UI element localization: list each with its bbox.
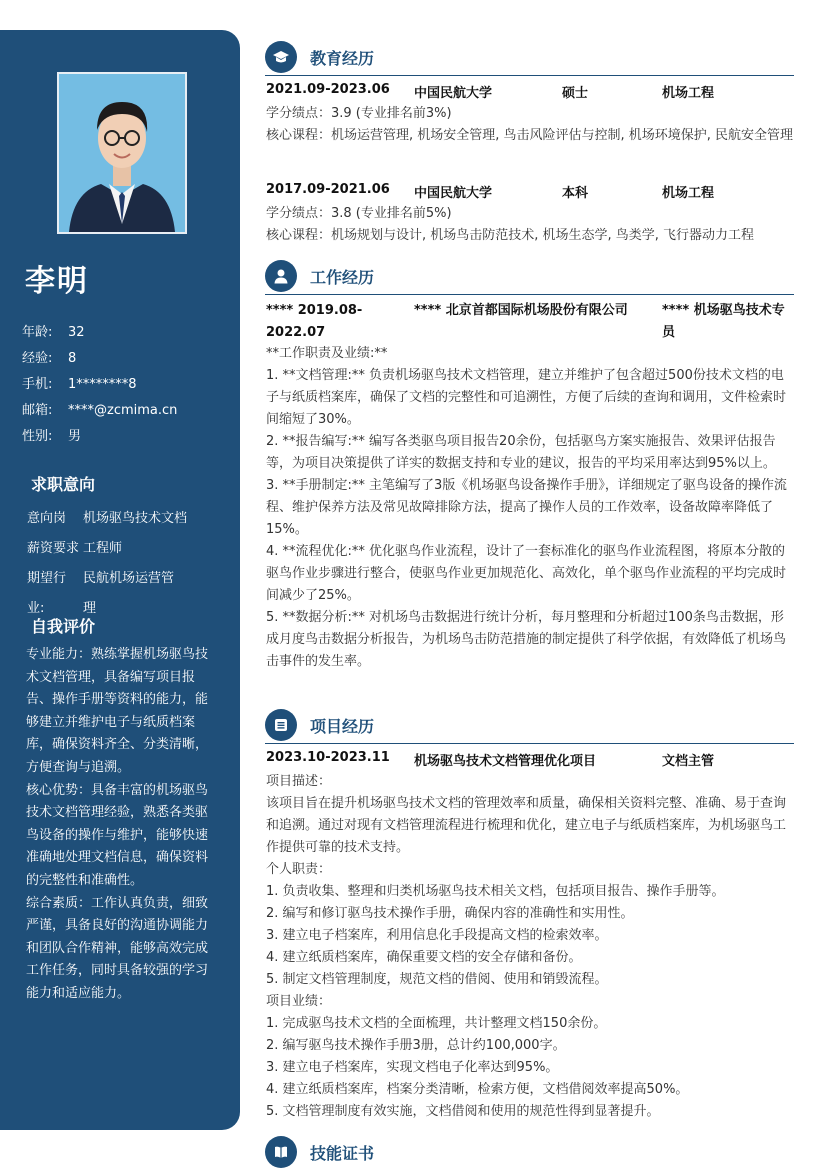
entry-date: 2017.09-2021.06: [266, 182, 390, 197]
entry-degree: 本科: [562, 186, 589, 201]
entry-line: 1. **文档管理:** 负责机场驱鸟技术文档管理，建立并维护了包含超过500份技术文档的电子与纸质档案库，确保了文档的完整性和可追溯性，方便了后续的查询和调用，文件检索时间缩短了30%。: [266, 368, 787, 427]
entry-line: 2. **报告编写:** 编写各类驱鸟项目报告20余份，包括驱鸟方案实施报告、效果评估报告等，为项目决策提供了详实的数据支持和专业的建议，报告的平均采用率达到95%以上。: [266, 434, 776, 471]
entry-line: 4. **流程优化:** 优化驱鸟作业流程，设计了一套标准化的驱鸟作业流程图，将原本分散的驱鸟作业步骤进行整合，使驱鸟作业更加规范化、高效化，单个驱鸟作业流程的平均完成时间减少了25%。: [266, 544, 787, 603]
entry-line: 5. **数据分析:** 对机场鸟击数据进行统计分析，每月整理和分析超过100条鸟击数据，形成月度鸟击数据分析报告，为机场鸟击防范措施的制定提供了科学依据，有效降低了机场鸟击事件的发生率。: [266, 610, 787, 669]
entry-major: 机场工程: [662, 86, 715, 101]
entry-line: **工作职责及业绩:**: [266, 346, 388, 361]
graduation-cap-icon: [265, 41, 297, 73]
portrait-image: [59, 74, 185, 232]
intent-row: 意向岗 机场驱鸟技术文档: [27, 511, 188, 526]
entry-line: 5. 制定文档管理制度，规范文档的借阅、使用和销毁流程。: [266, 972, 608, 987]
entry-line: 1. 负责收集、整理和归类机场驱鸟技术相关文档，包括项目报告、操作手册等。: [266, 884, 725, 899]
entry-date: **** 2019.08-2022.07: [266, 303, 363, 340]
info-email: 邮箱: ****@zcmima.cn: [22, 403, 178, 418]
entry-company: **** 北京首都国际机场股份有限公司: [414, 303, 628, 318]
work-header: [265, 260, 794, 295]
profile-photo: [57, 72, 187, 234]
self-evaluation-title: 自我评价: [31, 617, 96, 636]
entry-line: 3. **手册制定:** 主笔编写了3版《机场驱鸟设备操作手册》，详细规定了驱鸟设备的操作流程、维护保养方法及常见故障排除方法，提高了操作人员的工作效率，设备故障率降低了15%。: [266, 478, 787, 537]
entry-major: 机场工程: [662, 186, 715, 201]
self-paragraph: 综合素质：工作认真负责，细致严谨，具备良好的沟通协调能力和团队合作精神，能够高效完成工作任务，同时具备较强的学习能力和适应能力。: [26, 895, 209, 1001]
entry-line: 核心课程：机场运营管理, 机场安全管理, 鸟击风险评估与控制, 机场环境保护, 民航安全管理: [266, 128, 794, 143]
section-title: 技能证书: [310, 1144, 375, 1163]
info-experience: 经验: 8: [22, 351, 77, 366]
info-age: 年龄: 32: [22, 325, 85, 340]
intent-row: 业: 理: [27, 601, 97, 616]
project-entry-body: [266, 771, 796, 1123]
intent-row: 期望行 民航机场运营管: [27, 571, 175, 586]
entry-date: 2021.09-2023.06: [266, 82, 390, 97]
basic-info: [22, 320, 177, 450]
education-entry-body: [266, 203, 796, 247]
list-icon: [265, 709, 297, 741]
education-header: [265, 41, 794, 76]
entry-school: 中国民航大学: [414, 86, 493, 101]
entry-line: 学分绩点：3.8 (专业排名前5%): [266, 206, 452, 221]
education-entry-body: [266, 103, 796, 147]
book-icon: [265, 1136, 297, 1168]
sidebar: [0, 30, 240, 1130]
entry-line: 5. 文档管理制度有效实施，文档借阅和使用的规范性得到显著提升。: [266, 1104, 660, 1119]
self-paragraph: 核心优势：具备丰富的机场驱鸟技术文档管理经验，熟悉各类驱鸟设备的操作与维护，能够快速准确地处理文档信息，确保资料的完整性和准确性。: [26, 782, 209, 888]
info-gender: 性别: 男: [22, 429, 82, 444]
work-entry-body: [266, 343, 796, 673]
project-header: [265, 709, 794, 744]
entry-line: 3. 建立电子档案库，利用信息化手段提高文档的检索效率。: [266, 928, 608, 943]
entry-line: 2. 编写和修订驱鸟技术操作手册，确保内容的准确性和实用性。: [266, 906, 634, 921]
entry-role: **** 机场驱鸟技术专员: [662, 303, 785, 340]
entry-line: 核心课程：机场规划与设计, 机场鸟击防范技术, 机场生态学, 鸟类学, 飞行器动力工程: [266, 228, 755, 243]
entry-line: 项目描述：: [266, 774, 332, 789]
section-title: 教育经历: [310, 49, 375, 68]
entry-line: 项目业绩：: [266, 994, 332, 1009]
entry-line: 4. 建立纸质档案库，确保重要文档的安全存储和备份。: [266, 950, 582, 965]
job-intent: [27, 504, 227, 624]
person-icon: [265, 260, 297, 292]
entry-project-name: 机场驱鸟技术文档管理优化项目: [414, 754, 597, 769]
intent-title: 求职意向: [31, 475, 96, 494]
self-paragraph: 专业能力：熟练掌握机场驱鸟技术文档管理，具备编写项目报告、操作手册等资料的能力，能够建立并维护电子与纸质档案库，确保资料齐全、分类清晰，方便查询与追溯。: [26, 647, 209, 775]
section-title: 工作经历: [310, 268, 375, 287]
section-title: 项目经历: [310, 717, 375, 736]
entry-line: 3. 建立电子档案库，实现文档电子化率达到95%。: [266, 1060, 559, 1075]
self-evaluation: [26, 644, 218, 1006]
entry-line: 学分绩点：3.9 (专业排名前3%): [266, 106, 452, 121]
entry-line: 2. 编写驱鸟技术操作手册3册，总计约100,000字。: [266, 1038, 566, 1053]
entry-date: 2023.10-2023.11: [266, 750, 390, 765]
entry-line: 4. 建立纸质档案库，档案分类清晰，检索方便，文档借阅效率提高50%。: [266, 1082, 689, 1097]
entry-role: 文档主管: [662, 754, 715, 769]
entry-degree: 硕士: [562, 86, 589, 101]
entry-line: 个人职责：: [266, 862, 332, 877]
info-phone: 手机: 1********8: [22, 377, 137, 392]
entry-school: 中国民航大学: [414, 186, 493, 201]
entry-line: 该项目旨在提升机场驱鸟技术文档的管理效率和质量，确保相关资料完整、准确、易于查询和追溯。通过对现有文档管理流程进行梳理和优化，建立电子与纸质档案库，为机场驱鸟工作提供可靠的技术支持。: [266, 796, 787, 855]
skills-header: [265, 1136, 794, 1170]
candidate-name: 李明: [25, 264, 89, 299]
intent-row: 薪资要求 工程师: [27, 541, 123, 556]
entry-line: 1. 完成驱鸟技术文档的全面梳理，共计整理文档150余份。: [266, 1016, 607, 1031]
